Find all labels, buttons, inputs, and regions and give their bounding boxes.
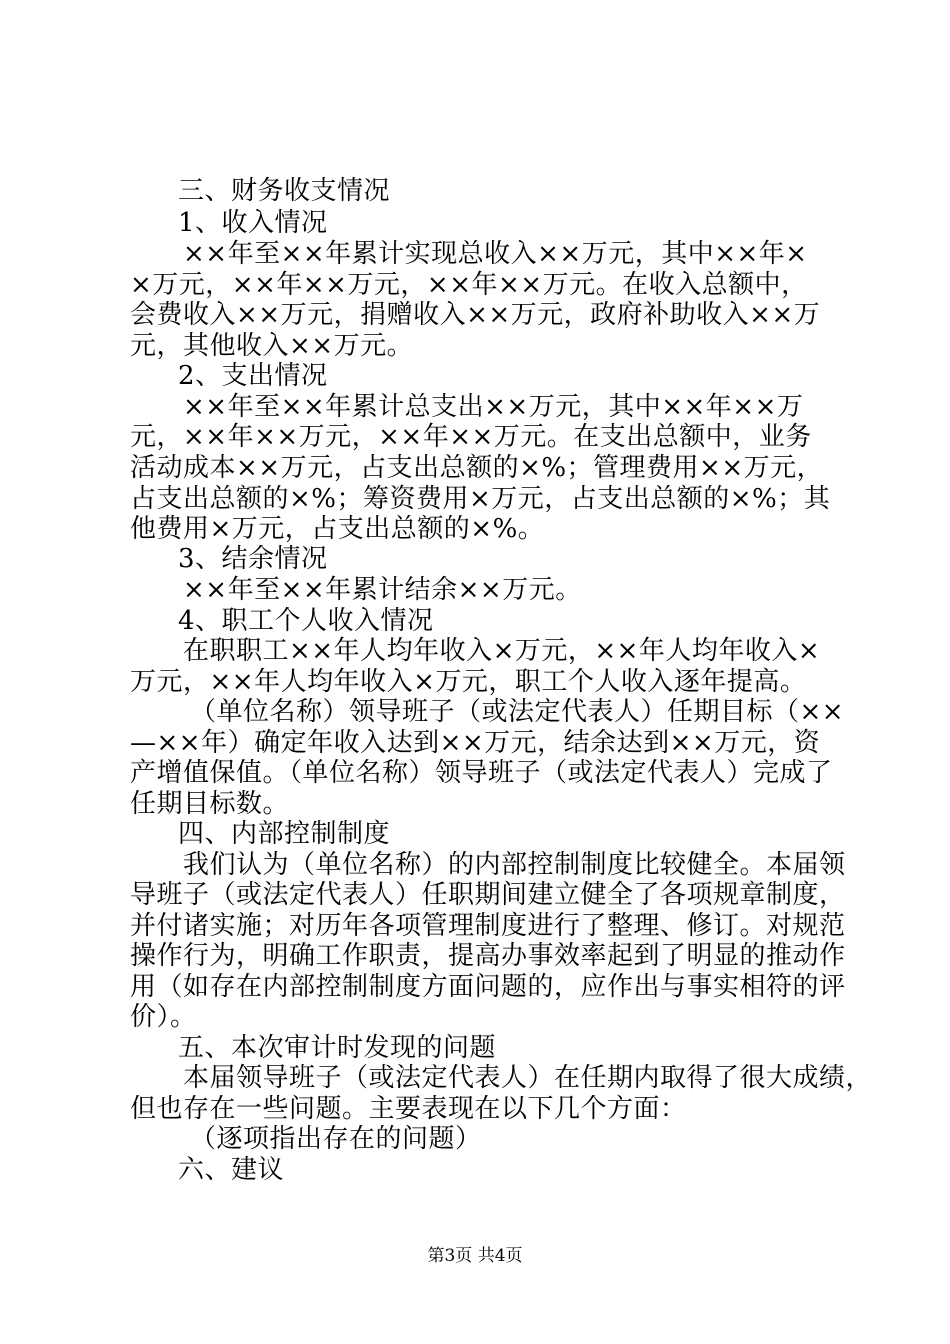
paragraph-line: 本届领导班子（或法定代表人）在任期内取得了很大成绩， xyxy=(183,1063,873,1093)
paragraph-line: ××年至××年累计实现总收入××万元，其中××年× xyxy=(183,239,808,269)
paragraph-line: 他费用×万元，占支出总额的×%。 xyxy=(130,514,545,544)
paragraph-line: 占支出总额的×%；筹资费用×万元，占支出总额的×%；其 xyxy=(130,484,831,514)
page-footer: 第3页 共4页 xyxy=(427,1246,523,1266)
paragraph-line: （逐项指出存在的问题） xyxy=(190,1124,482,1154)
paragraph-line: 导班子（或法定代表人）任职期间建立健全了各项规章制度， xyxy=(130,880,846,910)
paragraph-line: 在职职工××年人均年收入×万元，××年人均年收入× xyxy=(183,636,821,666)
paragraph-line: 元，其他收入××万元。 xyxy=(130,331,414,361)
paragraph-line: 产增值保值。（单位名称）领导班子（或法定代表人）完成了 xyxy=(130,758,833,788)
paragraph-line: —××年）确定年收入达到××万元，结余达到××万元，资 xyxy=(130,728,821,758)
paragraph-line: ××年至××年累计总支出××万元，其中××年××万 xyxy=(183,392,804,422)
paragraph-line: 用（如存在内部控制制度方面问题的，应作出与事实相符的评 xyxy=(130,972,846,1002)
paragraph-line: 我们认为（单位名称）的内部控制制度比较健全。本届领 xyxy=(183,850,846,880)
subheading-staff-income: 4、职工个人收入情况 xyxy=(178,606,434,636)
paragraph-line: （单位名称）领导班子（或法定代表人）任期目标（×× xyxy=(190,697,845,727)
section-heading-internal-control: 四、内部控制制度 xyxy=(178,819,391,849)
paragraph-line: 但也存在一些问题。主要表现在以下几个方面： xyxy=(130,1094,687,1124)
paragraph-line: ××年至××年累计结余××万元。 xyxy=(183,575,582,605)
subheading-surplus: 3、结余情况 xyxy=(178,544,328,574)
paragraph-line: ×万元，××年××万元，××年××万元。在收入总额中， xyxy=(130,270,808,300)
subheading-expense: 2、支出情况 xyxy=(178,361,328,391)
paragraph-line: 活动成本××万元，占支出总额的×%；管理费用××万元， xyxy=(130,453,824,483)
paragraph-line: 任期目标数。 xyxy=(130,789,290,819)
section-heading-audit-issues: 五、本次审计时发现的问题 xyxy=(178,1033,497,1063)
paragraph-line: 价）。 xyxy=(130,1002,197,1032)
paragraph-line: 元，××年××万元，××年××万元。在支出总额中，业务 xyxy=(130,422,812,452)
section-heading-suggestions: 六、建议 xyxy=(178,1155,285,1185)
subheading-income: 1、收入情况 xyxy=(178,208,328,238)
paragraph-line: 会费收入××万元，捐赠收入××万元，政府补助收入××万 xyxy=(130,300,821,330)
paragraph-line: 并付诸实施；对历年各项管理制度进行了整理、修订。对规范 xyxy=(130,911,846,941)
paragraph-line: 操作行为，明确工作职责，提高办事效率起到了明显的推动作 xyxy=(130,941,846,971)
paragraph-line: 万元，××年人均年收入×万元，职工个人收入逐年提高。 xyxy=(130,667,807,697)
section-heading-finance: 三、财务收支情况 xyxy=(178,176,391,206)
